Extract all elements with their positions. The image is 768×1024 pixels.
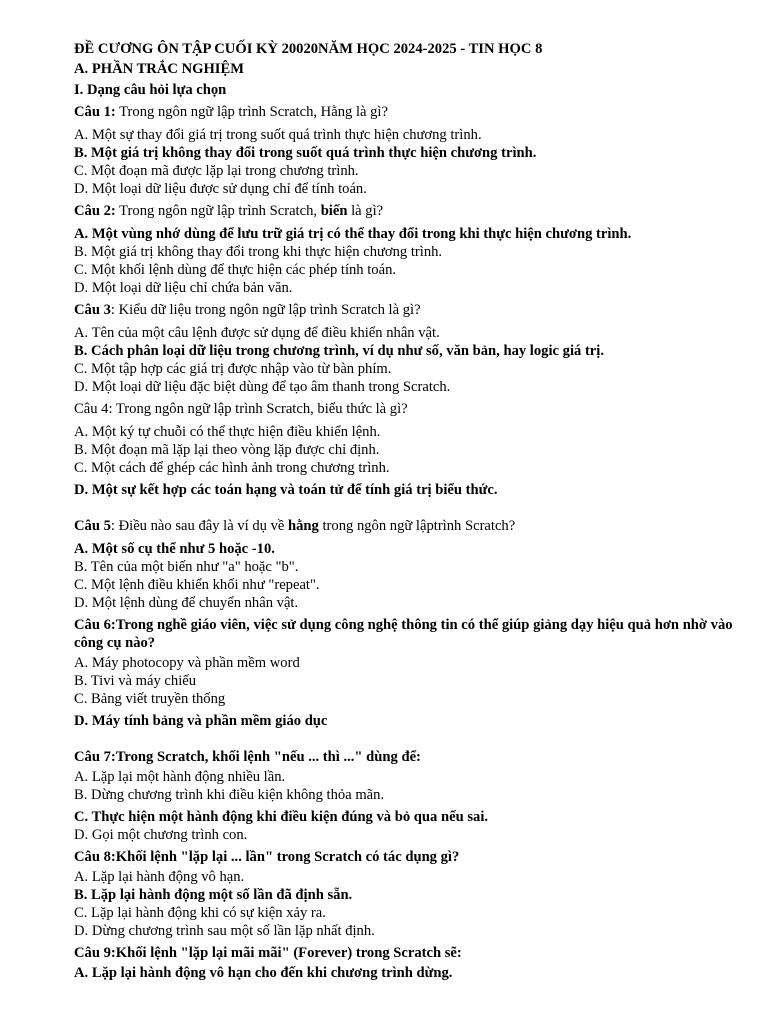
question-label: Câu 1: (74, 104, 116, 120)
question-7 (74, 748, 734, 844)
question-label: Câu 3 (74, 302, 111, 318)
question-8 (74, 848, 734, 940)
question-4 (74, 400, 734, 499)
option-a: A. Một ký tự chuỗi có thể thực hiện điều khiển lệnh. (74, 424, 381, 440)
section-heading: A. PHẦN TRẮC NGHIỆM (74, 61, 244, 77)
question-text (74, 103, 734, 121)
option-b: B. Lặp lại hành động một số lần đã định sẵn. (74, 887, 353, 903)
option-a: A. Tên của một câu lệnh được sử dụng để điều khiển nhân vật. (74, 325, 440, 341)
option-c: C. Một tập hợp các giá trị được nhập vào từ bàn phím. (74, 361, 392, 377)
option-c: C. Lặp lại hành động khi có sự kiện xảy ra. (74, 905, 326, 921)
question-body: : Điều nào sau đây là ví dụ về (110, 518, 289, 534)
option-d: D. Gọi một chương trình con. (74, 827, 248, 843)
option-d: D. Một loại dữ liệu được sử dụng chỉ để tính toán. (74, 181, 367, 197)
question-5 (74, 517, 734, 612)
question-text (74, 517, 734, 535)
option-c: C. Một cách để ghép các hình ảnh trong chương trình. (74, 460, 390, 476)
option-b: B. Tivi và máy chiếu (74, 673, 197, 689)
question-9 (74, 944, 734, 982)
question-2 (74, 202, 734, 297)
question-keyword: hằng (288, 518, 319, 534)
option-d: D. Một sự kết hợp các toán hạng và toán tử để tính giá trị biểu thức. (74, 482, 498, 498)
option-a: A. Một số cụ thể như 5 hoặc -10. (74, 541, 275, 557)
option-a: A. Một vùng nhớ dùng để lưu trữ giá trị có thể thay đổi trong khi thực hiện chương trình. (74, 226, 632, 242)
question-label: Câu 2: (74, 203, 116, 219)
option-c: C. Thực hiện một hành động khi điều kiện đúng và bỏ qua nếu sai. (74, 809, 489, 825)
question-text (74, 301, 734, 319)
question-text: Câu 7:Trong Scratch, khối lệnh "nếu ... thì ..." dùng để: (74, 749, 421, 765)
question-text: Câu 9:Khối lệnh "lặp lại mãi mãi" (Forever) trong Scratch sẽ: (74, 945, 462, 961)
option-a: A. Lặp lại hành động vô hạn cho đến khi chương trình dừng. (74, 965, 453, 981)
option-a: A. Máy photocopy và phần mềm word (74, 655, 300, 671)
question-text (74, 202, 734, 220)
question-text: Câu 4: Trong ngôn ngữ lập trình Scratch, biểu thức là gì? (74, 401, 408, 417)
option-a: A. Lặp lại một hành động nhiều lần. (74, 769, 286, 785)
option-d: D. Dừng chương trình sau một số lần lặp nhất định. (74, 923, 375, 939)
question-label: Câu 5 (74, 518, 111, 534)
option-a: A. Một sự thay đổi giá trị trong suốt quá trình thực hiện chương trình. (74, 127, 482, 143)
question-body: Trong ngôn ngữ lập trình Scratch, Hằng là gì? (115, 104, 388, 120)
option-a: A. Lặp lại hành động vô hạn. (74, 869, 245, 885)
question-text: Câu 8:Khối lệnh "lặp lại ... lần" trong Scratch có tác dụng gì? (74, 849, 460, 865)
question-text: Câu 6:Trong nghề giáo viên, việc sử dụng công nghệ thông tin có thể giúp giảng dạy hiệu quả hơn nhờ vào công cụ nào? (74, 617, 733, 651)
document-title: ĐỀ CƯƠNG ÔN TẬP CUỐI KỲ 20020NĂM HỌC 2024-2025 - TIN HỌC 8 (74, 41, 543, 57)
subsection-heading: I. Dạng câu hỏi lựa chọn (74, 82, 227, 98)
question-body: : Kiểu dữ liệu trong ngôn ngữ lập trình Scratch là gì? (110, 302, 421, 318)
option-b: B. Một đoạn mã lặp lại theo vòng lặp được chỉ định. (74, 442, 380, 458)
option-c: C. Một khối lệnh dùng để thực hiện các phép tính toán. (74, 262, 397, 278)
option-d: D. Một loại dữ liệu chỉ chứa bản văn. (74, 280, 293, 296)
option-c: C. Một lệnh điều khiển khối như "repeat". (74, 577, 320, 593)
option-d: D. Một lệnh dùng để chuyển nhân vật. (74, 595, 299, 611)
option-d: D. Máy tính bảng và phần mềm giáo dục (74, 713, 328, 729)
question-keyword: biến (320, 203, 348, 219)
question-body: Trong ngôn ngữ lập trình Scratch, (115, 203, 321, 219)
option-b: B. Tên của một biến như "a" hoặc "b". (74, 559, 299, 575)
option-b: B. Một giá trị không thay đổi trong khi thực hiện chương trình. (74, 244, 443, 260)
question-body-end: là gì? (347, 203, 384, 219)
question-1 (74, 103, 734, 198)
option-c: C. Bảng viết truyền thống (74, 691, 226, 707)
option-c: C. Một đoạn mã được lặp lại trong chương trình. (74, 163, 359, 179)
question-3 (74, 301, 734, 396)
option-d: D. Một loại dữ liệu đặc biệt dùng để tạo âm thanh trong Scratch. (74, 379, 451, 395)
option-b: B. Dừng chương trình khi điều kiện không thỏa mãn. (74, 787, 385, 803)
document-page (74, 40, 734, 982)
option-b: B. Cách phân loại dữ liệu trong chương trình, ví dụ như số, văn bản, hay logic giá trị. (74, 343, 604, 359)
option-b: B. Một giá trị không thay đổi trong suốt quá trình thực hiện chương trình. (74, 145, 537, 161)
question-6 (74, 616, 734, 730)
question-body-end: trong ngôn ngữ lậptrình Scratch? (318, 518, 516, 534)
